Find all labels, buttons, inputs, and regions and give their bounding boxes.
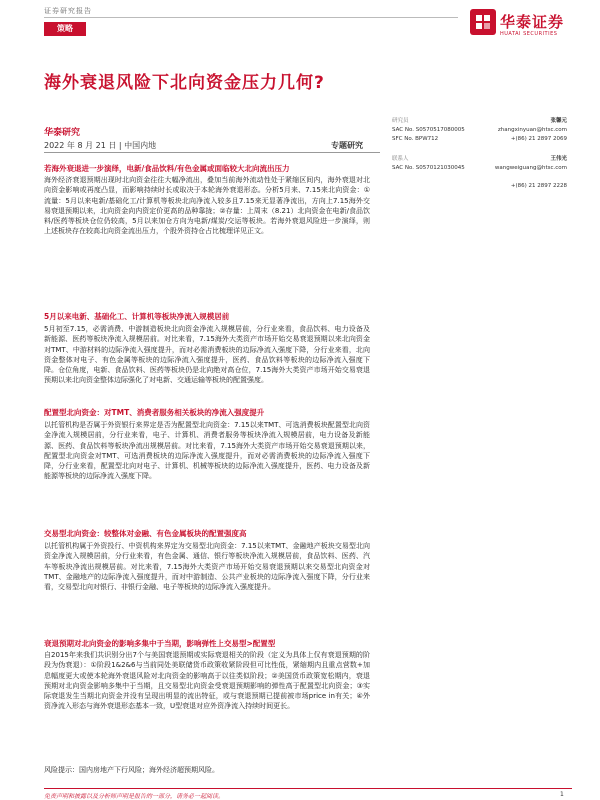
section-body: 5月初至7.15，必需消费、中游制造板块北向资金净流入规模居前，分行业来看，食品饮料、电力设备及新能源、医药等板块净流入规模居前。对比来看，7.15海外大类资产市场开始交易衰退预期以来北向资金对TMT、中游材料的边际净流入强度提升，而对必需消费板块的边际净流入强度下降，分行业来看，北向资金整体对电子、有色金属等板块的边际净流入强度提升，医药、食品饮料等板块的边际净流入强度下降。仓位角度，电新、食品饮料、医药等板块仍是北向绝对高仓位，7.15海外大类资产市场开始交易衰退预期以来北向资金整体边际强化了对电新、交通运输等板块的配置强度。: [44, 325, 370, 385]
analyst-phone: +(86) 21 2897 2228: [510, 183, 567, 189]
section-body: 以托管机构属于外资投行、中资机构来界定为交易型北向资金：7.15以来TMT、金融地产板块交易型北向资金净流入规模居前，分行业来看，有色金属、通信、银行等板块净流入规模居前，食品饮料、医药、汽车等板块净流出规模居前。对比来看，7.15海外大类资产市场开始交易衰退预期以来交易型北向资金对TMT、金融地产的边际净流入强度提升，而对中游制造、公共产业板块的边际净流入强度下降，分行业来看，交易型北向对银行、非银行金融、电子等板块的边际净流入强度提升。: [44, 542, 370, 592]
section-heading: 交易型北向资金：较整体对金融、有色金属板块的配置强度高: [44, 529, 247, 538]
report-title: 海外衰退风险下北向资金压力几何?: [44, 73, 325, 93]
meta-divider: [44, 152, 380, 153]
company-logo: [470, 9, 590, 45]
section-heading: 若海外衰退进一步演绎，电新/食品饮料/有色金属或面临较大北向流出压力: [44, 164, 290, 173]
analyst-block: [392, 156, 567, 206]
analyst-sac-id: SAC No. S0570517080005: [392, 127, 465, 133]
section-heading: 配置型北向资金：对TMT、消费者服务相关板块的净流入强度提升: [44, 408, 265, 417]
section-body: 海外经济衰退预期出现时北向资金往往大幅净流出，叠加当前海外流动性处于紧缩区间内，海外衰退对北向资金影响或再度凸显，而影响持续时长或取决于本轮海外衰退形态。分析5月来、7.15来北向资金：①流量：5月以来电新/基础化工/计算机等板块北向净流入较多且7.15来无显著净流出，方向上7.15海外交易衰退预期以来，北向资金向内资定价更高的品种靠拢；②存量：上周末（8.21）北向资金在电新/食品饮料/医药等板块仓位仍较高，5月以来加仓方向为电新/煤炭/交运等板块。若海外衰退风险进一步演绎，则上述板块存在较高北向资金流出压力，个股外资持仓占比梳理详见正文。: [44, 176, 370, 236]
analyst-phone: +(86) 21 2897 2069: [510, 136, 567, 142]
risk-warning: 风险提示：国内房地产下行风险；海外经济超预期风险。: [44, 766, 219, 774]
category-tag: 策略: [44, 22, 86, 36]
logo-mark-icon: [470, 9, 496, 35]
analyst-role: 联系人: [392, 156, 409, 162]
report-type: 专题研究: [331, 141, 363, 150]
analyst-sac-id: SAC No. S0570121030045: [392, 165, 465, 171]
section-body: 自2015年来我们共识别分出7个与美国衰退预期或实际衰退相关的阶段（定义为具体上仅有衰退预期的阶段为伪衰退）：①阶段1&2&6与当前同处美联储货币政策收紧阶段但可比性低，紧缩期内且重点营数+加息幅度更大或使本轮海外衰退风险对北向资金的影响高于以往类似阶段；②美国货币政策宽松期内，衰退预期对北向资金影响多集中于当期，且交易型北向资金受衰退预期影响的弹性高于配置型北向资金；③实际衰退发生当期北向资金并没有呈现出明显的流出特征，或与衰退预期已提前被市场price in有关；④外资净流入形态与海外衰退形态基本一致，U型衰退对应外资净流入持续时间更长。: [44, 651, 370, 711]
report-dateline: 2022 年 8 月 21 日 | 中国内地: [44, 141, 157, 150]
footer-disclaimer: 免责声明和披露以及分析师声明是报告的一部分，请务必一起阅读。: [44, 793, 225, 800]
page-number: 1: [560, 791, 564, 798]
analyst-email[interactable]: wangweiguang@htsc.com: [494, 165, 567, 171]
logo-text-cn: 华泰证券: [500, 13, 565, 31]
top-divider: [44, 17, 458, 18]
section-heading: 衰退预期对北向资金的影响多集中于当期，影响弹性上交易型>配置型: [44, 639, 276, 648]
analyst-sfc-id: SFC No. BPW712: [392, 136, 439, 142]
doc-category: 证券研究报告: [44, 7, 92, 15]
section-heading: 5月以来电新、基础化工、计算机等板块净流入规模居前: [44, 312, 230, 321]
analyst-role: 研究员: [392, 118, 409, 124]
section-body: 以托管机构是否属于外资银行来界定是否为配置型北向资金：7.15以来TMT、可选消费板块配置型北向资金净流入规模居前，分行业来看，电子、计算机、消费者服务等板块净流入规模居前，电力设备及新能源、医药、食品饮料等板块净流出规模居前。对比来看，7.15海外大类资产市场开始交易衰退预期以来，配置型北向资金对TMT、可选消费板块的边际净流入强度提升，而对必需消费板块的边际净流入强度下降，分行业来看，配置型北向对电子、计算机、机械等板块的边际净流入强度提升，医药、电力设备及新能源等板块的边际净流入强度下降。: [44, 421, 370, 481]
analyst-name: 张馨元: [550, 118, 567, 124]
logo-text-en: HUATAI SECURITIES: [500, 31, 558, 37]
footer-divider: [44, 788, 572, 789]
research-label: 华泰研究: [44, 128, 81, 138]
analyst-email[interactable]: zhangxinyuan@htsc.com: [497, 127, 567, 133]
analyst-name: 王伟光: [550, 156, 567, 162]
